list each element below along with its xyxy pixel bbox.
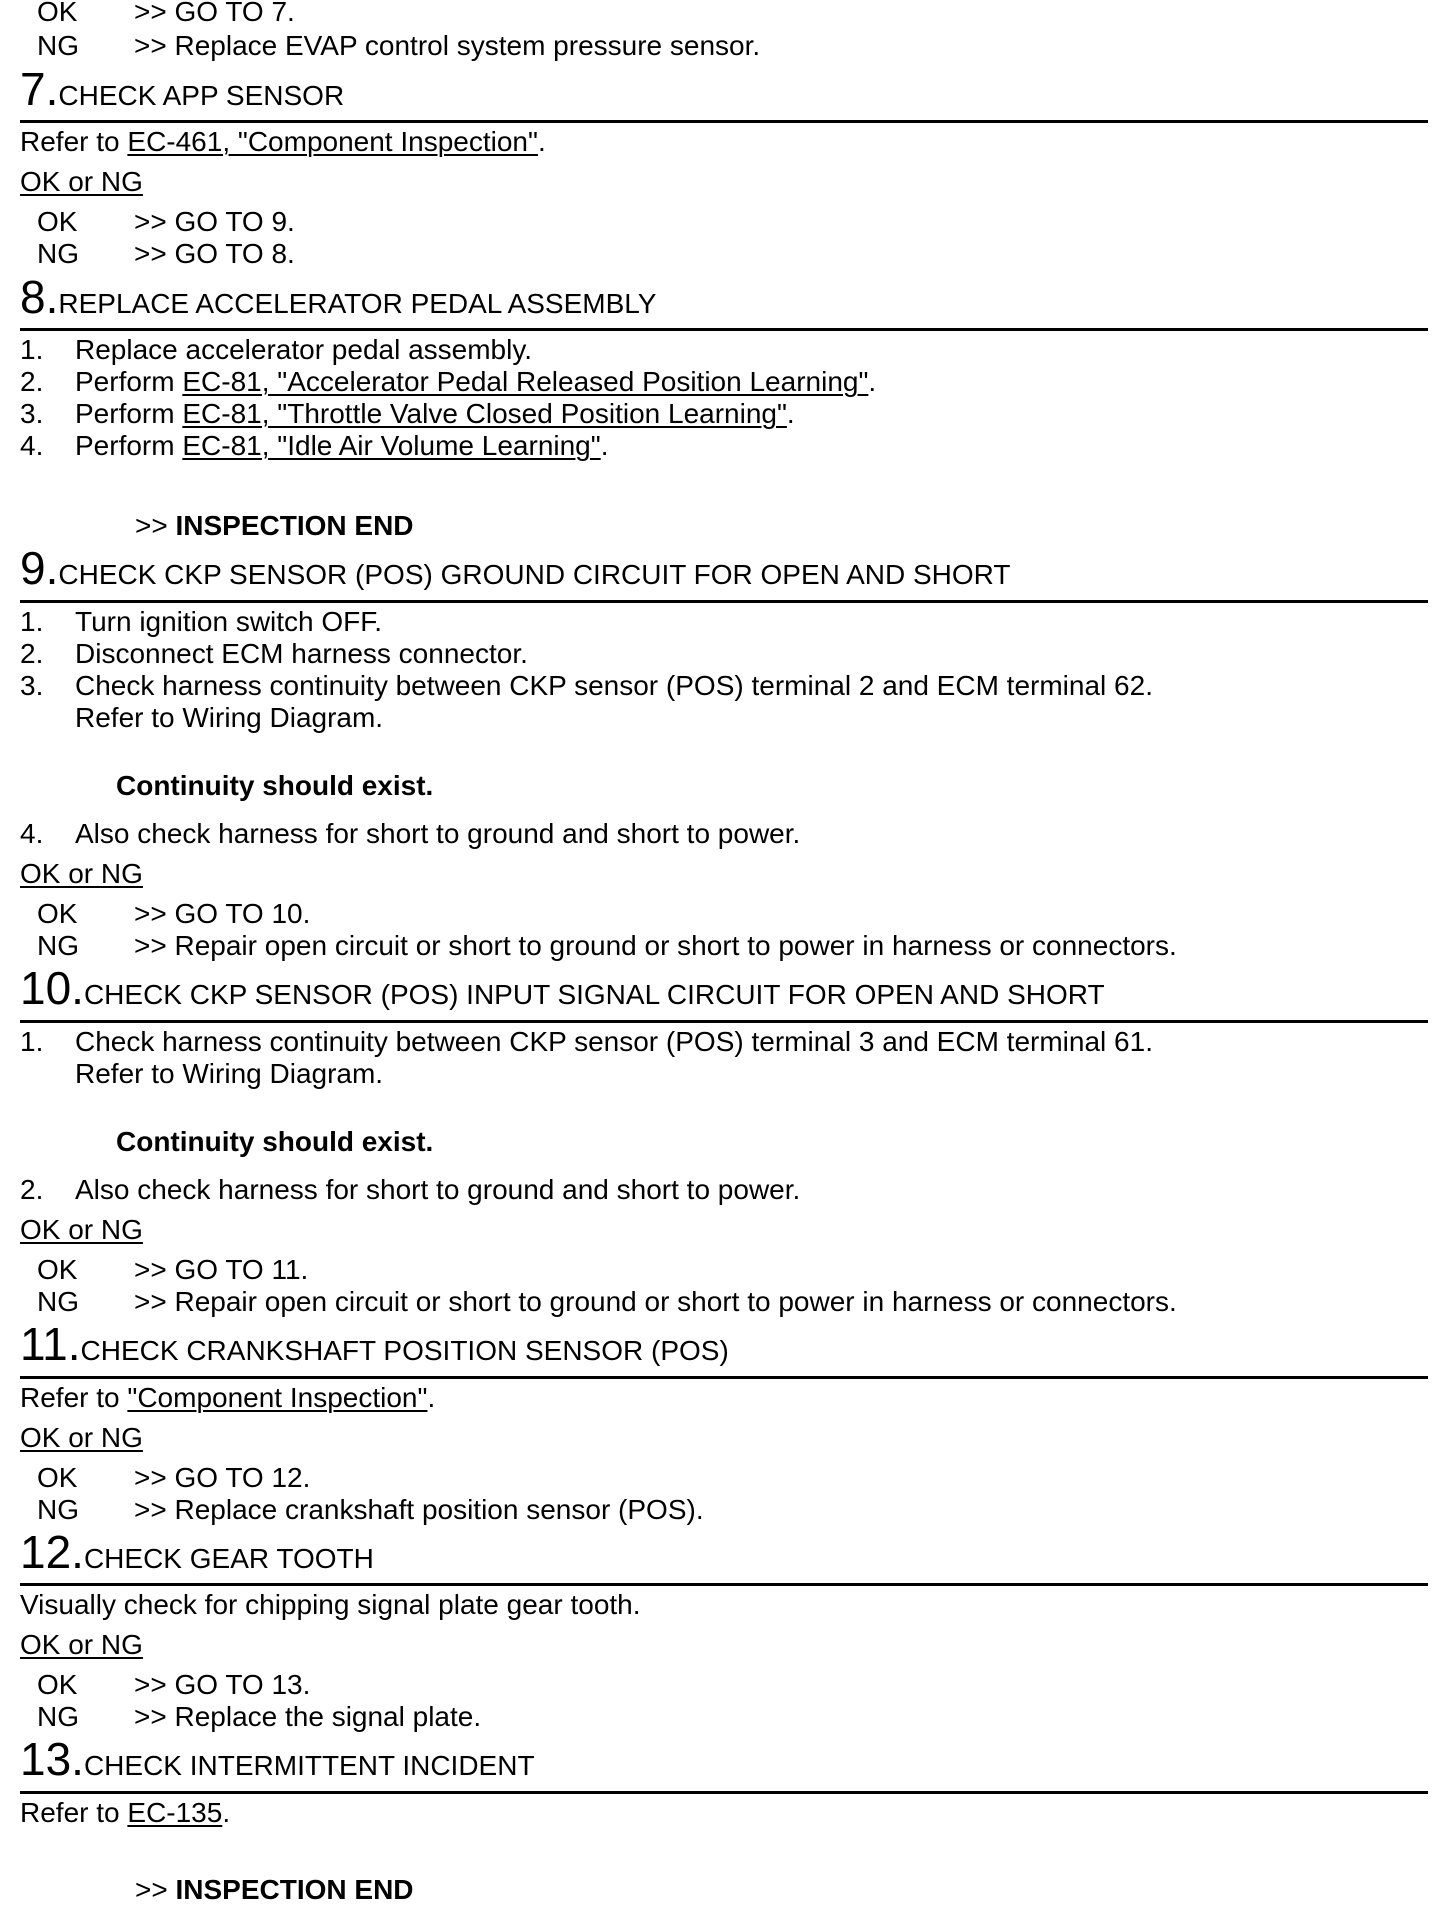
step-7-heading: [20, 64, 344, 114]
step-divider: [20, 1791, 1428, 1794]
result-code: NG: [37, 1494, 79, 1525]
step-divider: [20, 1583, 1428, 1586]
list-item: [20, 398, 795, 430]
result-text: >> GO TO 8.: [134, 238, 295, 269]
step-title: CHECK CRANKSHAFT POSITION SENSOR (POS): [80, 1335, 729, 1366]
list-item: [20, 638, 528, 670]
step-number: 12.: [20, 1526, 84, 1578]
list-text: Turn ignition switch OFF.: [75, 606, 383, 637]
list-text: Perform: [75, 398, 183, 429]
result-text: >> GO TO 9.: [134, 206, 295, 237]
step-divider: [20, 328, 1428, 331]
ok-or-ng-label: OK or NG: [20, 1629, 143, 1660]
result-ng-row: [37, 1701, 481, 1733]
step-9-heading: [20, 543, 1011, 593]
refer-line: [20, 1382, 435, 1414]
result-text: >> GO TO 13.: [134, 1669, 311, 1700]
list-text: Perform: [75, 430, 183, 461]
step-12-heading: [20, 1527, 374, 1577]
result-text: >> GO TO 10.: [134, 898, 311, 929]
ok-or-ng-label: OK or NG: [20, 1422, 143, 1453]
continuity-note: Continuity should exist.: [116, 770, 434, 801]
step-title: CHECK CKP SENSOR (POS) GROUND CIRCUIT FOR OPEN AND SHORT: [58, 559, 1011, 590]
result-code: NG: [37, 1701, 79, 1732]
result-code: NG: [37, 930, 79, 961]
refer-suffix: .: [427, 1382, 436, 1413]
step-number: 9.: [20, 542, 59, 594]
result-code: OK: [37, 1254, 78, 1285]
ok-or-ng-label: OK or NG: [20, 166, 143, 197]
list-number: 1.: [20, 1026, 44, 1057]
idle-air-volume-learning-link[interactable]: EC-81, "Idle Air Volume Learning": [182, 430, 601, 461]
step-title: CHECK APP SENSOR: [58, 80, 345, 111]
list-suffix: .: [786, 398, 795, 429]
continuity-note: Continuity should exist.: [116, 1126, 434, 1157]
result-text: >> Replace EVAP control system pressure sensor.: [134, 30, 761, 61]
list-continuation: Refer to Wiring Diagram.: [75, 702, 384, 733]
list-number: 3.: [20, 398, 44, 429]
list-number: 2.: [20, 366, 44, 397]
list-suffix: .: [600, 430, 609, 461]
end-arrow: >>: [135, 1874, 176, 1905]
step-8-heading: [20, 272, 656, 322]
result-ng-row: [37, 1286, 1177, 1318]
end-label: INSPECTION END: [175, 1874, 414, 1905]
inspection-end: [135, 510, 414, 542]
step-divider: [20, 120, 1428, 123]
list-number: 3.: [20, 670, 44, 701]
step-10-heading: [20, 963, 1105, 1013]
result-text: >> Replace the signal plate.: [134, 1701, 482, 1732]
list-item: [20, 606, 382, 638]
list-number: 1.: [20, 606, 44, 637]
step-number: 10.: [20, 962, 84, 1014]
list-continuation: Refer to Wiring Diagram.: [75, 1058, 384, 1089]
result-code: OK: [37, 1462, 78, 1493]
list-number: 2.: [20, 638, 44, 669]
list-item: [20, 1026, 1153, 1058]
step-title: CHECK CKP SENSOR (POS) INPUT SIGNAL CIRCUIT FOR OPEN AND SHORT: [83, 979, 1105, 1010]
step-13-heading: [20, 1734, 535, 1784]
list-item: [20, 1174, 800, 1206]
result-ng-row: [37, 1494, 704, 1526]
step-number: 13.: [20, 1733, 84, 1785]
end-label: INSPECTION END: [175, 510, 414, 541]
step-title: CHECK INTERMITTENT INCIDENT: [83, 1750, 535, 1781]
result-text: >> GO TO 11.: [134, 1254, 309, 1285]
result-code: OK: [37, 1669, 78, 1700]
list-text: Also check harness for short to ground and short to power.: [75, 818, 801, 849]
ok-or-ng-label: OK or NG: [20, 1214, 143, 1245]
step-11-heading: [20, 1319, 729, 1369]
pedal-released-learning-link[interactable]: EC-81, "Accelerator Pedal Released Position Learning": [182, 366, 869, 397]
list-text: Replace accelerator pedal assembly.: [75, 334, 533, 365]
refer-line: [20, 126, 546, 158]
result-code: NG: [37, 238, 79, 269]
result-ok-row: [37, 1669, 310, 1701]
step-title: CHECK GEAR TOOTH: [83, 1543, 374, 1574]
list-number: 4.: [20, 430, 44, 461]
result-text: >> Repair open circuit or short to ground or short to power in harness or connectors.: [134, 930, 1177, 961]
inspection-end: [135, 1874, 414, 1906]
result-text: >> GO TO 12.: [134, 1462, 311, 1493]
list-item: [20, 334, 532, 366]
ok-or-ng-label: OK or NG: [20, 858, 143, 889]
refer-prefix: Refer to: [20, 1797, 128, 1828]
list-text: Also check harness for short to ground and short to power.: [75, 1174, 801, 1205]
list-text: Check harness continuity between CKP sensor (POS) terminal 3 and ECM terminal 61.: [75, 1026, 1153, 1057]
result-ok-row: [37, 1462, 310, 1494]
list-number: 1.: [20, 334, 44, 365]
result-code: OK: [37, 206, 78, 237]
list-item: [20, 670, 1153, 702]
list-number: 2.: [20, 1174, 44, 1205]
list-suffix: .: [868, 366, 877, 397]
instruction-text: Visually check for chipping signal plate gear tooth.: [20, 1589, 641, 1620]
result-code: OK: [37, 0, 78, 27]
result-ok-row: [37, 0, 295, 28]
list-item: [20, 818, 800, 850]
result-code: NG: [37, 1286, 79, 1317]
result-ok-row: [37, 206, 295, 238]
list-text: Perform: [75, 366, 183, 397]
result-text: >> Repair open circuit or short to ground or short to power in harness or connectors.: [134, 1286, 1177, 1317]
list-text: Check harness continuity between CKP sensor (POS) terminal 2 and ECM terminal 62.: [75, 670, 1153, 701]
step-number: 11.: [20, 1318, 81, 1370]
result-text: >> Replace crankshaft position sensor (POS).: [134, 1494, 704, 1525]
result-code: NG: [37, 30, 79, 61]
refer-suffix: .: [222, 1797, 231, 1828]
step-divider: [20, 1376, 1428, 1379]
step-divider: [20, 600, 1428, 603]
refer-prefix: Refer to: [20, 126, 128, 157]
throttle-valve-learning-link[interactable]: EC-81, "Throttle Valve Closed Position Learning": [182, 398, 787, 429]
list-number: 4.: [20, 818, 44, 849]
refer-line: [20, 1797, 230, 1829]
ec-135-link[interactable]: EC-135: [127, 1797, 223, 1828]
component-inspection-link[interactable]: "Component Inspection": [127, 1382, 428, 1413]
step-title: REPLACE ACCELERATOR PEDAL ASSEMBLY: [58, 288, 657, 319]
refer-suffix: .: [537, 126, 546, 157]
result-ok-row: [37, 898, 310, 930]
list-item: [20, 430, 608, 462]
step-divider: [20, 1020, 1428, 1023]
result-ok-row: [37, 1254, 308, 1286]
step-number: 7.: [20, 63, 59, 115]
component-inspection-link[interactable]: EC-461, "Component Inspection": [127, 126, 538, 157]
list-text: Disconnect ECM harness connector.: [75, 638, 528, 669]
end-arrow: >>: [135, 510, 176, 541]
refer-prefix: Refer to: [20, 1382, 128, 1413]
result-ng-row: [37, 30, 760, 62]
result-ng-row: [37, 930, 1177, 962]
result-code: OK: [37, 898, 78, 929]
list-item: [20, 366, 876, 398]
result-ng-row: [37, 238, 295, 270]
step-number: 8.: [20, 271, 59, 323]
result-text: >> GO TO 7.: [134, 0, 295, 27]
